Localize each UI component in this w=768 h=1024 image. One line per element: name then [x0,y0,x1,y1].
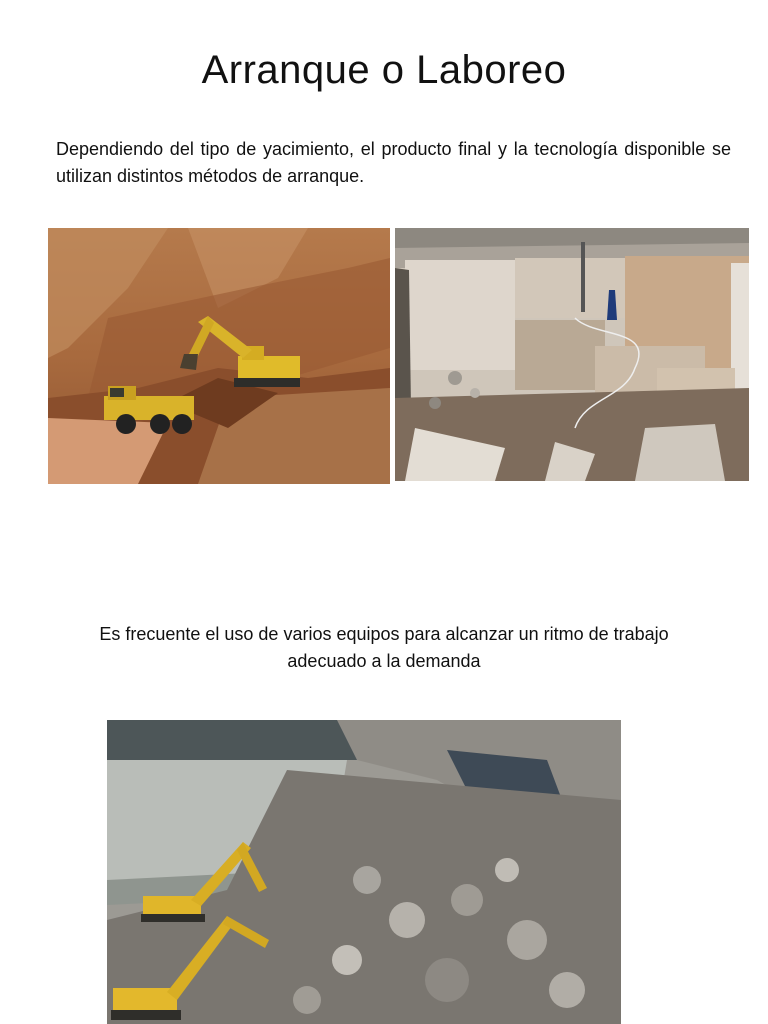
multiple-excavators-quarry-photo [107,720,621,1024]
excavator-dump-truck-photo [48,228,390,484]
caption-line-2: adecuado a la demanda [287,651,481,671]
slide-title: Arranque o Laboreo [201,48,567,92]
caption-line-1: Es frecuente el uso de varios equipos para alcanzar un ritmo de trabajo [99,624,669,644]
caption-text [60,621,708,675]
stone-quarry-blocks-photo [395,228,749,481]
intro-paragraph: Dependiendo del tipo de yacimiento, el producto final y la tecnología disponible se utilizan distintos métodos de arranque. [56,139,731,186]
